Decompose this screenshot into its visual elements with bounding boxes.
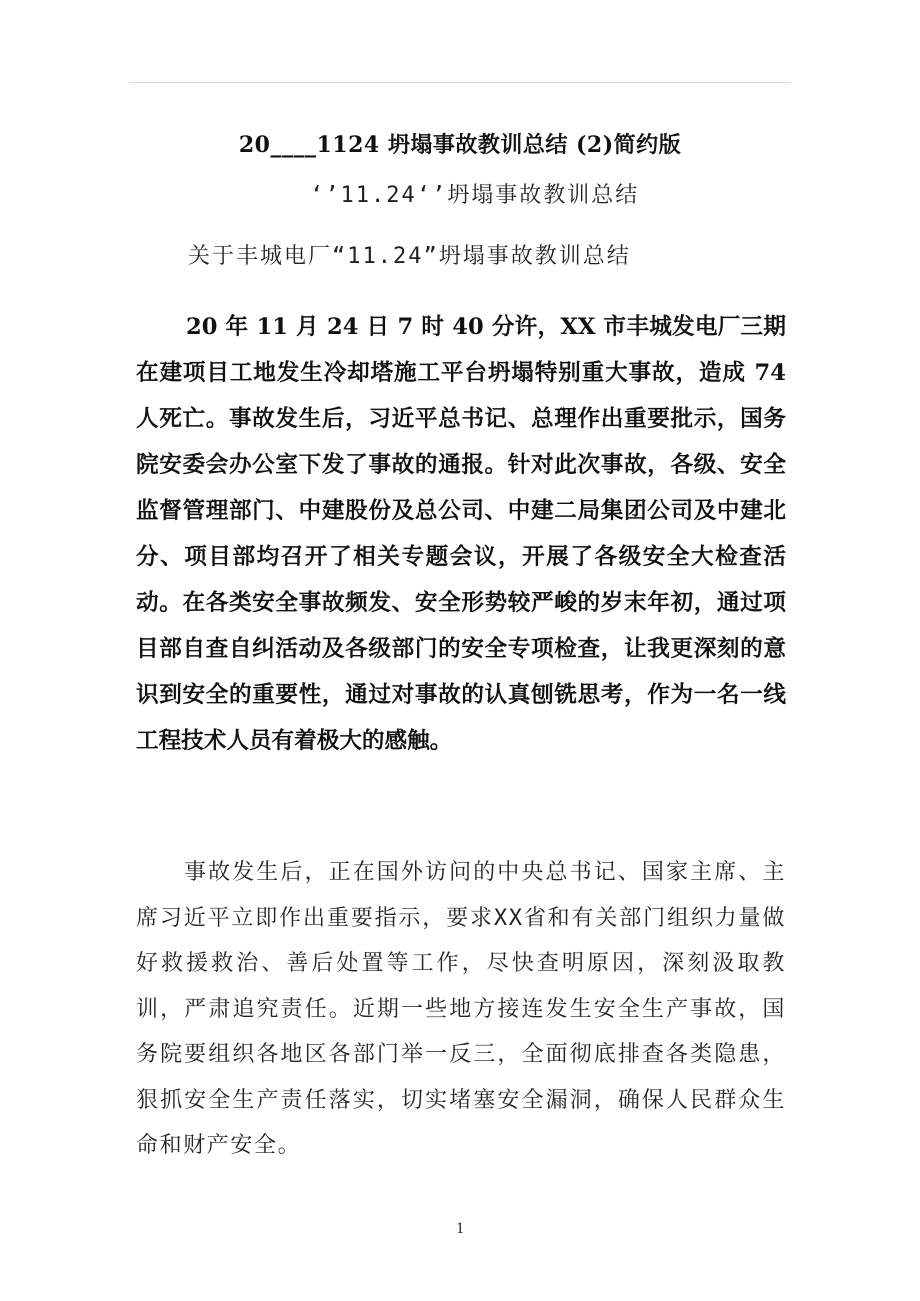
paragraph-2: 事故发生后，正在国外访问的中央总书记、国家主席、主席习近平立即作出重要指示，要求XX省和有关部门组织力量做好救援救治、善后处置等工作，尽快查明原因，深刻汲取教训，严肃追究责任。近期一些地方接连发生安全生产事故，国务院要组织各地区各部门举一反三，全面彻底排查各类隐患，狠抓安全生产责任落实，切实堵塞安全漏洞，确保人民群众生命和财产安全。: [136, 860, 786, 1158]
section-heading: 关于丰城电厂“11.24”坍塌事故教训总结: [188, 244, 631, 269]
header-rule: [130, 82, 790, 83]
page-number: 1: [456, 1220, 464, 1237]
document-subtitle: ‘’11.24‘’坍塌事故教训总结: [310, 183, 640, 208]
document-title: 20____1124 坍塌事故教训总结 (2)简约版: [238, 132, 682, 158]
paragraph-1: 20 年 11 月 24 日 7 时 40 分许，XX 市丰城发电厂三期在建项目工地发生冷却塔施工平台坍塌特别重大事故，造成 74 人死亡。事故发生后，习近平总书记、总理作出重要批示，国务院安委会办公室下发了事故的通报。针对此次事故，各级、安全监督管理部门、中建股份及总公司、中建二局集团公司及中建北分、项目部均召开了相关专题会议，开展了各级安全大检查活动。在各类安全事故频发、安全形势较严峻的岁末年初，通过项目部自查自纠活动及各级部门的安全专项检查，让我更深刻的意识到安全的重要性，通过对事故的认真刨铣思考，作为一名一线工程技术人员有着极大的感触。: [136, 314, 786, 754]
